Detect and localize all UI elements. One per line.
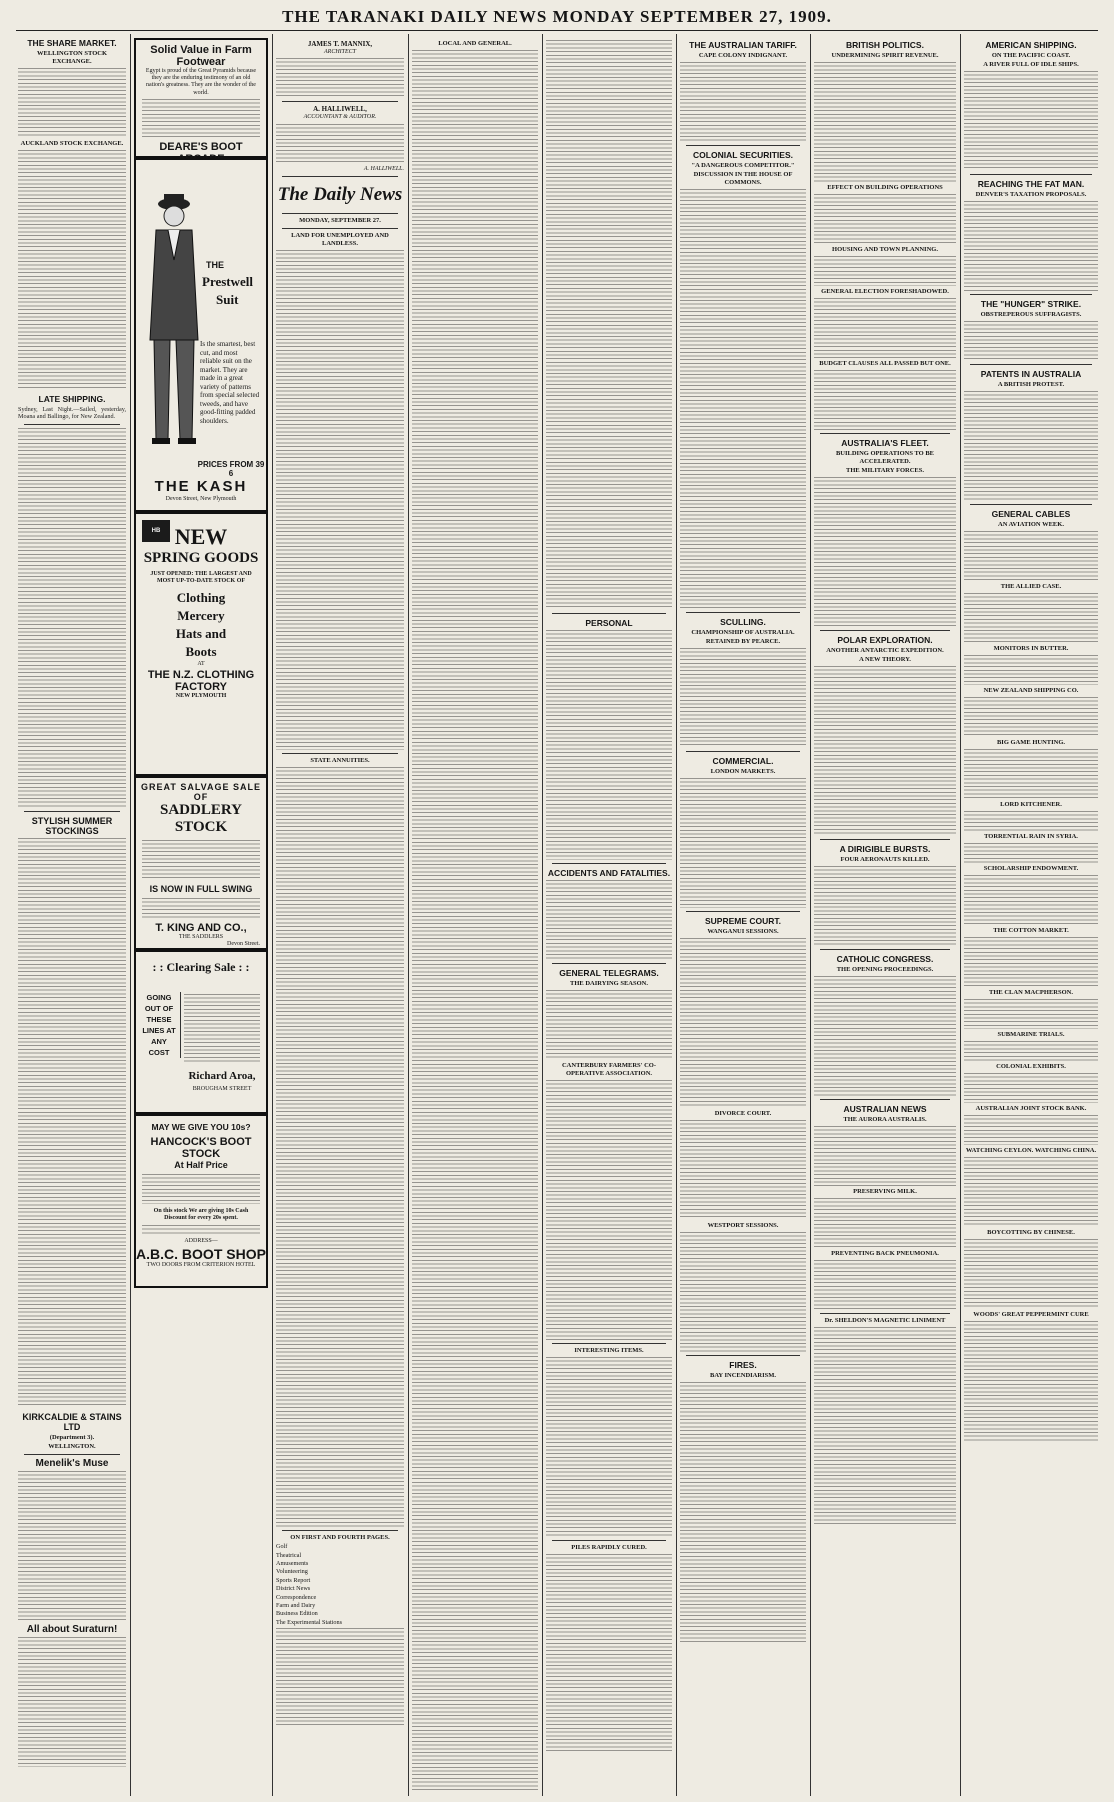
going-out-text: GOING OUT OF THESE LINES AT ANY COST [140,992,181,1058]
king-place: Devon Street. [227,941,260,948]
divider [282,1530,398,1531]
body-text [814,976,956,1096]
divider [282,213,398,214]
divider [970,174,1092,175]
catholic-heading: CATHOLIC CONGRESS. [836,954,934,964]
body-text [964,1239,1098,1309]
king-sub: THE SADDLERS [178,934,224,940]
body-text [546,1080,672,1340]
prestwell-title: Prestwell [202,274,254,289]
watching-heading: WATCHING CEYLON. WATCHING CHINA. [965,1147,1097,1154]
body-text [964,1073,1098,1103]
prestwell-text: Is the smartest, best cut, and most reliable suit on the market. They are made in a great variety of patterns from special selected tweeds, and have good-fitting padded shoulders. [200,340,260,425]
election-heading: GENERAL ELECTION FORESHADOWED. [821,288,949,295]
body-text [964,697,1098,737]
body-text [964,593,1098,643]
body-text [680,1120,806,1220]
sheldon-heading: Dr. SHELDON'S MAGNETIC LINIMENT [824,1317,946,1324]
salvage-heading: GREAT SALVAGE SALE OF [140,782,261,802]
fat-man-heading: REACHING THE FAT MAN. [977,179,1085,189]
masthead: THE TARANAKI DAILY NEWS MONDAY SEPTEMBER 27, 1909. [16,4,1098,31]
incendiarism-heading: BAY INCENDIARISM. [710,1372,776,1379]
cotton-heading: THE COTTON MARKET. [993,927,1069,934]
budget-heading: BUDGET CLAUSES ALL PASSED BUT ONE. [819,360,951,367]
mannix-sub: ARCHITECT [323,49,356,55]
column-7 [814,34,956,1796]
body-text [142,898,260,918]
pacific-heading: ON THE PACIFIC COAST. [991,52,1071,59]
clearing-sale-heading: : : Clearing Sale : : [152,960,250,974]
clearing-sale-ad [134,950,268,1114]
divider [282,176,398,177]
peppermint-cure-heading: WOODS' GREAT PEPPERMINT CURE [973,1311,1089,1318]
sculling-heading: SCULLING. [720,617,766,627]
at-text: AT [197,661,205,668]
general-cables-heading: GENERAL CABLES [991,509,1071,519]
column-rule [130,34,131,1796]
divider [820,839,950,840]
divider [24,811,120,812]
just-opened-text: JUST OPENED: THE LARGEST AND MOST UP-TO-DATE STOCK OF [150,571,252,585]
body-text [964,391,1098,501]
body-text [546,40,672,610]
colonial-exhibits-heading: COLONIAL EXHIBITS. [996,1063,1066,1070]
list-item: Farm and Dairy [276,1602,316,1610]
body-text [680,938,806,1108]
divorce-heading: DIVORCE COURT. [714,1110,772,1117]
address-label: ADDRESS— [184,1238,218,1245]
idle-ships-heading: A RIVER FULL OF IDLE SHIPS. [983,61,1079,68]
prestwell-suit: Suit [216,292,239,307]
may-give-heading: MAY WE GIVE YOU 10s? [151,1122,251,1132]
body-text [964,1115,1098,1145]
body-text [546,880,672,960]
housing-heading: HOUSING AND TOWN PLANNING. [832,246,938,253]
nz-factory-place: NEW PLYMOUTH [175,692,227,699]
local-general-heading: LOCAL AND GENERAL. [438,40,512,47]
column-rule [542,34,543,1796]
divider [552,1343,666,1344]
body-text [680,62,806,142]
body-text [814,298,956,358]
discount-text: On this stock We are giving 10s Cash Discount for every 20s spent. [153,1208,249,1222]
championship-heading: CHAMPIONSHIP OF AUSTRALIA. [691,629,795,636]
man-in-suit-illustration [142,190,202,450]
half-price: At Half Price [174,1160,228,1170]
body-text [964,201,1098,291]
fires-heading: FIRES. [729,1360,757,1370]
column-rule [810,34,811,1796]
building-heading: EFFECT ON BUILDING OPERATIONS [827,184,943,191]
body-text [964,71,1098,171]
menelik-heading: Menelik's Muse [35,1457,109,1469]
divider [686,612,800,613]
share-market-heading: THE SHARE MARKET. [27,38,117,48]
late-shipping-heading: LATE SHIPPING. [38,394,106,404]
body-text [814,866,956,946]
nz-shipping-heading: NEW ZEALAND SHIPPING CO. [983,687,1079,694]
obstreperous-heading: OBSTREPEROUS SUFFRAGISTS. [980,311,1082,318]
divider [552,863,666,864]
commercial-heading: COMMERCIAL. [712,756,774,766]
body-text [142,1174,260,1204]
column-3 [276,34,404,1796]
submarine-heading: SUBMARINE TRIALS. [997,1031,1065,1038]
solid-value-text: Egypt is proud of the Great Pyramids because they are the enduring testimony of an old nation's greatness. They are the wonder of the world. [145,68,257,96]
list-item: Golf [276,1543,288,1551]
personal-heading: PERSONAL [585,618,633,628]
dairying-heading: THE DAIRYING SEASON. [570,980,648,987]
full-swing-text: IS NOW IN FULL SWING [149,884,253,894]
divider [820,1099,950,1100]
supreme-court-heading: SUPREME COURT. [704,916,782,926]
column-1 [18,34,126,1796]
new-theory-heading: A NEW THEORY. [859,656,911,663]
allied-heading: THE ALLIED CASE. [1000,583,1062,590]
body-text [964,531,1098,581]
accidents-heading: ACCIDENTS AND FATALITIES. [547,868,671,878]
list-item: Volunteering [276,1568,308,1576]
kirkcaldie-place: WELLINGTON. [48,1442,96,1450]
military-heading: THE MILITARY FORCES. [846,467,924,474]
scholarship-heading: SCHOLARSHIP ENDOWMENT. [983,865,1079,872]
date-line: MONDAY, SEPTEMBER 27. [299,217,381,225]
divider [820,949,950,950]
dirigible-heading: A DIRIGIBLE BURSTS. [839,844,931,854]
kash-place: Devon Street, New Plymouth [165,496,237,502]
stylish-heading: STYLISH SUMMER STOCKINGS [31,815,113,836]
body-text [276,1628,404,1728]
saddlery-heading: SADDLERY STOCK [160,802,242,835]
aurora-heading: THE AURORA AUSTRALIS. [843,1116,927,1123]
body-text [18,68,126,138]
protest-heading: A BRITISH PROTEST. [997,381,1065,388]
building-cruisers-heading: BUILDING OPERATIONS TO BE ACCELERATED. [835,450,935,465]
solid-value-title: Solid Value in Farm Footwear [150,44,252,68]
general-telegrams-heading: GENERAL TELEGRAMS. [559,968,659,978]
body-text [18,838,126,1408]
salvage-sale-ad [134,776,268,950]
body-text [964,1321,1098,1441]
spring-goods-ad [134,512,268,776]
body-text [964,1157,1098,1227]
abc-place: TWO DOORS FROM CRITERION HOTEL [146,1261,256,1268]
divider [282,101,398,102]
divider [820,433,950,434]
body-text [964,937,1098,987]
body-text [680,1382,806,1642]
body-text [680,778,806,908]
divider [970,504,1092,505]
halliwell-sign: A. HALLIWELL. [363,165,404,172]
polar-heading: POLAR EXPLORATION. [837,635,933,645]
body-text [964,875,1098,925]
british-politics-heading: BRITISH POLITICS. [846,40,924,50]
canterbury-heading: CANTERBURY FARMERS' CO-OPERATIVE ASSOCIATION. [561,1062,657,1077]
prestwell-prices: PRICES FROM 39 6 [197,460,265,478]
hancock-heading: HANCOCK'S BOOT STOCK [150,1136,252,1160]
fourth-page-heading: ON FIRST AND FOURTH PAGES. [290,1534,390,1542]
opening-heading: THE OPENING PROCEEDINGS. [836,966,934,973]
discussion-heading: DISCUSSION IN THE HOUSE OF COMMONS. [693,171,793,186]
body-text [18,428,126,808]
kash-title: THE KASH [154,478,248,495]
new-heading: NEW [174,524,228,549]
body-text [964,843,1098,863]
state-annuities-heading: STATE ANNUITIES. [310,757,370,765]
divider [552,1540,666,1541]
australian-news-heading: AUSTRALIAN NEWS [843,1104,927,1114]
undermining-heading: UNDERMINING SPIRIT REVENUE. [831,52,939,59]
body-text [276,124,404,164]
body-text [964,749,1098,799]
body-text [814,62,956,182]
daily-news-title: The Daily News [277,184,403,206]
big-game-heading: BIG GAME HUNTING. [996,739,1066,746]
patents-heading: PATENTS IN AUSTRALIA [980,369,1082,379]
body-text [412,50,538,1790]
list-item: Sports Report [276,1576,311,1584]
prestwell-the: THE [206,260,224,270]
mannix-name: JAMES T. MANNIX, [307,40,373,48]
spring-goods-heading: SPRING GOODS [143,550,259,566]
divider [686,1355,800,1356]
london-markets-heading: LONDON MARKETS. [710,768,776,775]
list-item: The Experimental Stations [276,1618,342,1626]
joint-stock-heading: AUSTRALIAN JOINT STOCK BANK. [975,1105,1087,1112]
column-4 [412,34,538,1796]
body-text [18,1471,126,1621]
goods-item-mercery: Mercery [177,608,225,624]
divider [686,911,800,912]
column-rule [676,34,677,1796]
body-text [276,58,404,98]
divider [552,613,666,614]
boycotting-heading: BOYCOTTING BY CHINESE. [987,1229,1075,1236]
richard-aroa: Richard Aroa, [188,1070,256,1082]
solid-value-ad [134,38,268,158]
denver-heading: DENVER'S TAXATION PROPOSALS. [975,191,1087,198]
hancock-boot-ad [134,1114,268,1288]
goods-item-hats: Hats and [175,626,227,642]
body-text [814,477,956,627]
hunger-strike-heading: THE "HUNGER" STRIKE. [980,299,1082,309]
list-item: Business Edition [276,1610,318,1618]
body-text [546,630,672,860]
column-5 [546,34,672,1796]
lord-kitchener-heading: LORD KITCHENER. [1000,801,1062,808]
antarctic-heading: ANOTHER ANTARCTIC EXPEDITION. [826,647,944,654]
body-text [18,150,126,390]
body-text [18,1637,126,1767]
monitors-heading: MONITORS IN BUTTER. [993,645,1069,652]
divider [686,751,800,752]
goods-item-clothing: Clothing [176,590,226,606]
body-text [964,655,1098,685]
body-text [814,666,956,836]
body-text [814,1327,956,1527]
colonial-heading: COLONIAL SECURITIES. [693,150,793,160]
body-text [142,1225,260,1235]
divider [970,294,1092,295]
body-text [680,1232,806,1352]
body-text [276,250,404,750]
column-rule [272,34,273,1796]
body-text [546,1357,672,1537]
body-text [814,1126,956,1186]
all-about-heading: All about Suraturn! [26,1623,118,1635]
divider [820,1313,950,1314]
hb-logo: HB [142,520,170,542]
macpherson-heading: THE CLAN MACPHERSON. [989,989,1073,996]
fleet-heading: AUSTRALIA'S FLEET. [841,438,929,448]
wellington-exchange-heading: WELLINGTON STOCK EXCHANGE. [36,50,108,65]
body-text [964,999,1098,1029]
westport-heading: WESTPORT SESSIONS. [707,1222,779,1229]
kirkcaldie-sub: (Department 3). [49,1433,95,1441]
king-name: T. KING AND CO., [155,922,247,934]
auckland-exchange-heading: AUCKLAND STOCK EXCHANGE. [20,140,124,147]
preserving-heading: PRESERVING MILK. [853,1188,917,1195]
body-text [814,1260,956,1310]
body-text [814,370,956,430]
column-2-ads [134,34,268,1796]
list-item: Correspondence [276,1593,317,1601]
body-text [814,256,956,286]
kirkcaldie-heading: KIRKCALDIE & STAINS LTD [22,1411,122,1432]
column-rule [408,34,409,1796]
body-text [814,194,956,244]
nz-clothing-factory: THE N.Z. CLOTHING FACTORY [147,668,255,693]
body-text [546,990,672,1060]
divider [820,630,950,631]
pneumonia-heading: PREVENTING BACK PNEUMONIA. [831,1250,939,1257]
aviation-heading: AN AVIATION WEEK. [998,521,1064,528]
richard-place: BROUGHAM STREET [192,1086,252,1092]
deare-title: DEARE'S BOOT [159,140,243,153]
body-text [964,321,1098,361]
wanganui-heading: WANGANUI SESSIONS. [707,928,779,935]
retained-heading: RETAINED BY PEARCE. [705,638,781,645]
column-rule [960,34,961,1796]
body-text [964,811,1098,831]
divider [552,963,666,964]
body-text [814,1198,956,1248]
body-text [964,1041,1098,1061]
halliwell-sub: ACCOUNTANT & AUDITOR. [303,114,377,121]
list-item: Amusements [276,1560,309,1568]
goods-item-boots: Boots [185,644,217,660]
body-text [142,840,260,880]
list-item: Theatrical [276,1551,302,1559]
american-shipping-heading: AMERICAN SHIPPING. [985,40,1077,50]
column-8 [964,34,1098,1796]
divider [24,1454,120,1455]
divider [686,145,800,146]
divider [282,753,398,754]
halliwell-name: A. HALLIWELL, [313,105,367,114]
interesting-heading: INTERESTING ITEMS. [574,1347,644,1354]
divider [282,228,398,229]
body-text [680,189,806,609]
abc-boot-shop: A.B.C. BOOT SHOP [136,1245,266,1262]
cape-heading: CAPE COLONY INDIGNANT. [698,52,788,59]
prestwell-ad [134,158,268,512]
body-text [276,767,404,1527]
divider [970,364,1092,365]
body-text [546,1554,672,1754]
land-heading: LAND FOR UNEMPLOYED AND LANDLESS. [291,232,389,248]
column-6 [680,34,806,1796]
shipping-text: Sydney, Last Night.—Sailed, yesterday, Moana and Ballingo, for New Zealand. [18,406,126,421]
dangerous-heading: "A DANGEROUS COMPETITOR." [691,162,795,169]
list-item: District News [276,1585,311,1593]
body-text [142,99,260,139]
aeronauts-heading: FOUR AERONAUTS KILLED. [840,856,930,863]
piles-heading: PILES RAPIDLY CURED. [571,1544,647,1551]
divider [24,424,120,425]
body-text [184,994,260,1064]
tariff-heading: THE AUSTRALIAN TARIFF. [689,40,797,50]
torrential-heading: TORRENTIAL RAIN IN SYRIA. [984,833,1078,840]
body-text [680,648,806,748]
